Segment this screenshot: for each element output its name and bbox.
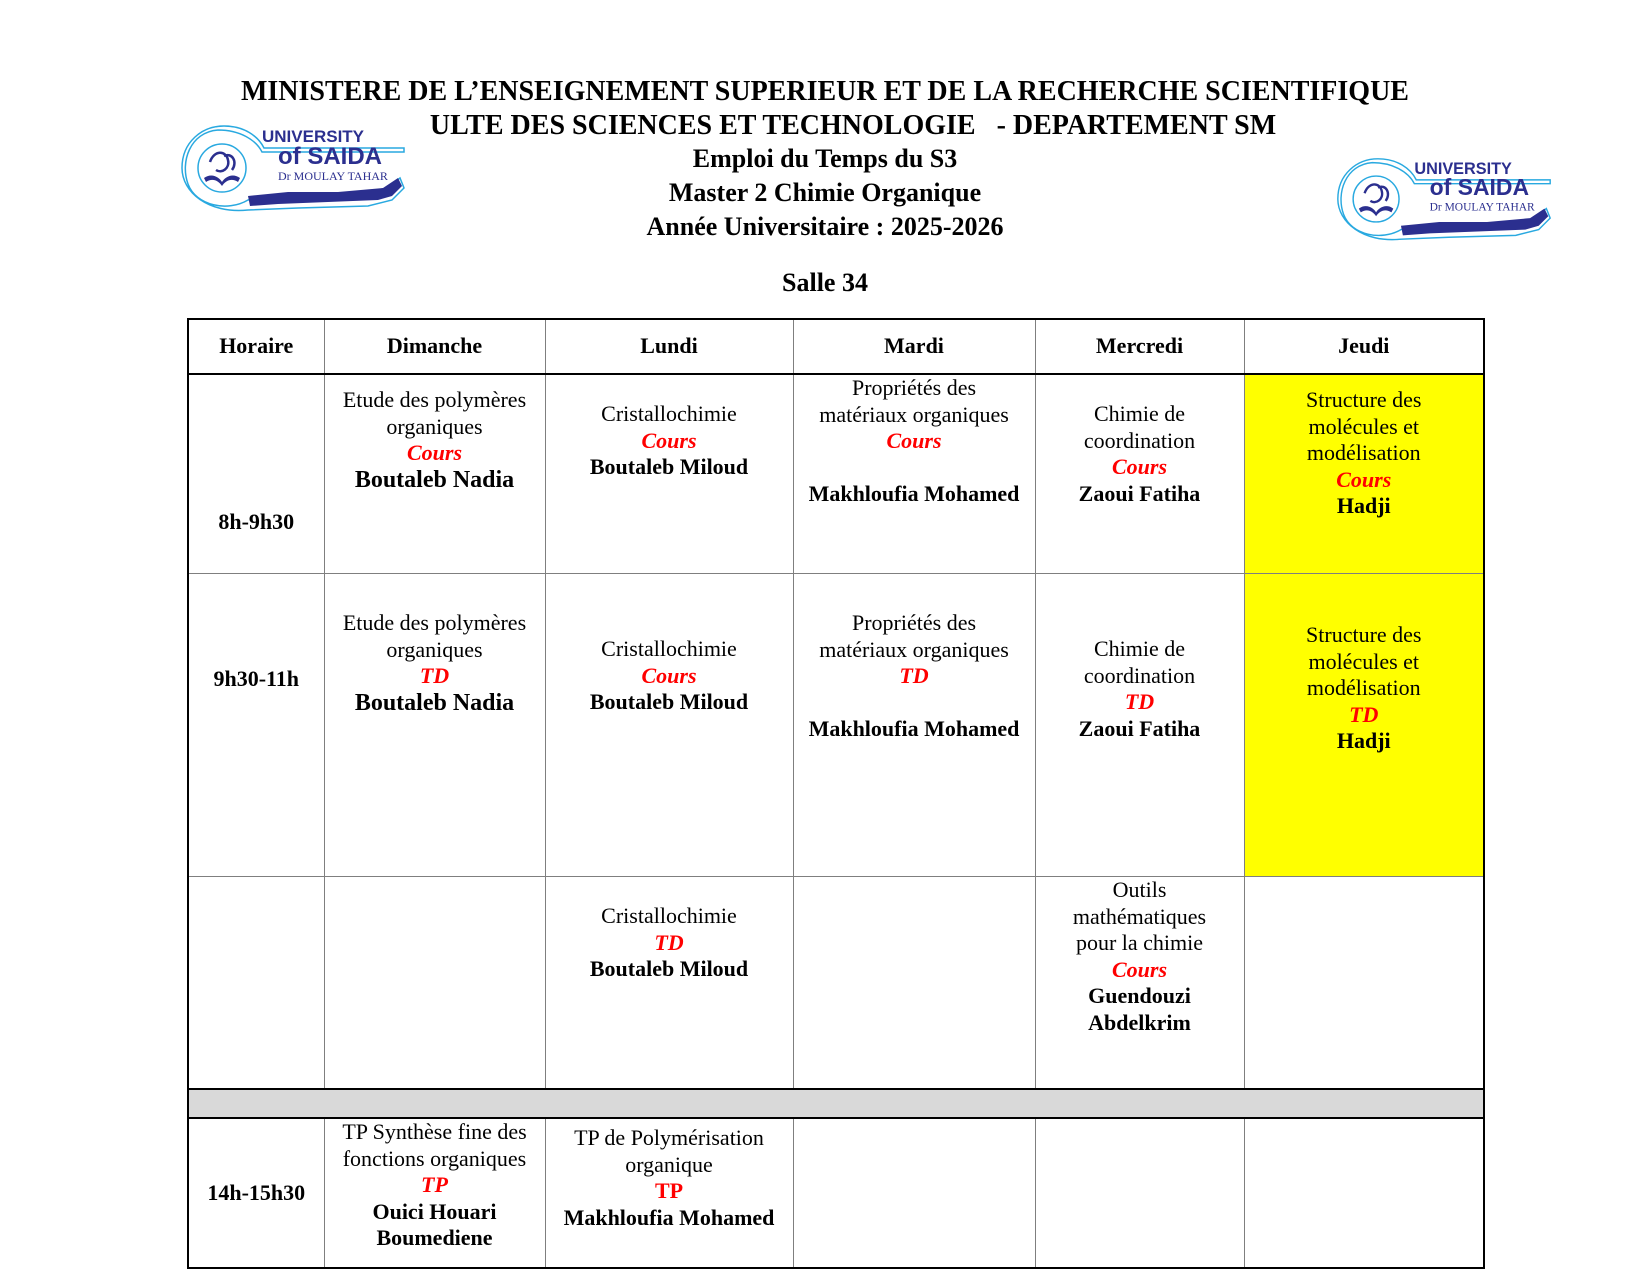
subject: Chimie de <box>1093 636 1186 661</box>
empty-cell <box>324 877 545 1090</box>
ministry-title: MINISTERE DE L’ENSEIGNEMENT SUPERIEUR ET DE LA RECHERCHE SCIENTIFIQUE <box>240 76 1409 107</box>
subject: Outils <box>1112 877 1167 902</box>
teacher: Makhloufia Mohamed <box>563 1204 775 1230</box>
session-cell <box>545 877 793 1090</box>
empty-cell <box>1244 877 1484 1090</box>
col-header-mercredi: Mercredi <box>1035 319 1244 374</box>
subject: Structure des <box>1306 622 1422 647</box>
logo-text-founder: Dr MOULAY TAHAR <box>278 169 388 183</box>
teacher: Boutaleb Nadia <box>354 689 515 716</box>
table-row <box>188 1118 1484 1268</box>
subject: Propriétés des <box>851 375 977 400</box>
subject: TP de Polymérisation <box>574 1125 764 1150</box>
session-type: TP <box>654 1178 684 1203</box>
subject: Cristallochimie <box>601 636 737 661</box>
logo-text-university: UNIVERSITY <box>1414 160 1512 179</box>
university-logo-right <box>1333 155 1555 243</box>
subject: Etude des polymères <box>342 387 527 412</box>
subject: organique <box>625 1151 713 1177</box>
subject: modélisation <box>1306 675 1421 700</box>
teacher: Boutaleb Nadia <box>354 466 515 493</box>
session-cell <box>793 574 1035 877</box>
teacher: Boutaleb Miloud <box>589 454 749 479</box>
subject: Chimie de <box>1093 401 1186 426</box>
session-cell <box>1035 877 1244 1090</box>
academic-year: Année Universitaire : 2025-2026 <box>646 212 1004 241</box>
time-slot <box>188 877 324 1090</box>
teacher: Hadji <box>1336 728 1391 753</box>
subject: matériaux organiques <box>819 401 1009 427</box>
teacher: Guendouzi <box>1088 983 1191 1008</box>
subject: modélisation <box>1306 440 1421 465</box>
subject: molécules et <box>1308 648 1420 674</box>
teacher: Boutaleb Miloud <box>589 956 749 981</box>
teacher: Abdelkrim <box>1088 1009 1191 1035</box>
session-cell <box>324 574 545 877</box>
session-type: TP <box>421 1172 448 1197</box>
university-logo-left <box>178 122 408 214</box>
subject: coordination <box>1083 427 1196 453</box>
session-type: TD <box>1124 689 1155 714</box>
subject: organiques <box>386 413 483 439</box>
table-row <box>188 574 1484 877</box>
logo-text-saida: of SAIDA <box>278 143 382 170</box>
teacher: Makhloufia Mohamed <box>808 480 1020 506</box>
session-type: Cours <box>1336 466 1392 492</box>
session-type: Cours <box>641 427 697 453</box>
subject: molécules et <box>1308 413 1420 439</box>
session-type: Cours <box>1111 956 1168 982</box>
col-header-dimanche: Dimanche <box>324 319 545 374</box>
teacher: Hadji <box>1336 493 1391 518</box>
subject: coordination <box>1083 662 1196 688</box>
session-type: Cours <box>886 428 942 453</box>
session-cell <box>545 1118 793 1268</box>
session-cell <box>793 374 1035 574</box>
subject: pour la chimie <box>1075 930 1204 955</box>
session-cell <box>324 374 545 574</box>
table-row <box>188 877 1484 1090</box>
col-header-mardi: Mardi <box>793 319 1035 374</box>
teacher: Boumediene <box>376 1225 493 1250</box>
faculty-department-title: ULTE DES SCIENCES ET TECHNOLOGIE - DEPARTEMENT SM <box>429 110 1277 141</box>
logo-text-saida: of SAIDA <box>1429 174 1530 201</box>
session-type: TD <box>1349 701 1379 727</box>
session-type: Cours <box>406 440 463 465</box>
session-cell <box>1035 374 1244 574</box>
empty-cell <box>793 1118 1035 1268</box>
teacher: Boutaleb Miloud <box>589 689 749 714</box>
schedule-title: Emploi du Temps du S3 <box>692 144 958 173</box>
logo-text-founder: Dr MOULAY TAHAR <box>1429 201 1535 214</box>
session-cell <box>545 574 793 877</box>
time-slot: 8h-9h30 <box>188 374 324 574</box>
time-slot: 9h30-11h <box>188 574 324 877</box>
program-title: Master 2 Chimie Organique <box>668 178 982 207</box>
subject: Structure des <box>1306 387 1422 412</box>
teacher: Zaoui Fatiha <box>1078 480 1201 506</box>
subject: Etude des polymères <box>342 610 527 635</box>
subject: fonctions organiques <box>342 1145 527 1171</box>
empty-cell <box>1035 1118 1244 1268</box>
teacher: Ouici Houari <box>372 1198 497 1224</box>
subject: Propriétés des <box>851 610 977 635</box>
session-cell <box>1035 574 1244 877</box>
empty-cell <box>1244 1118 1484 1268</box>
time-slot: 14h-15h30 <box>188 1118 324 1268</box>
table-header-row <box>188 319 1484 374</box>
table-row <box>188 374 1484 574</box>
col-header-horaire: Horaire <box>188 319 324 374</box>
timetable <box>187 318 1485 1269</box>
session-type: TD <box>419 663 450 688</box>
session-type: TD <box>654 929 684 955</box>
subject: mathématiques <box>1072 903 1207 929</box>
subject: matériaux organiques <box>819 636 1009 662</box>
subject: organiques <box>386 636 483 662</box>
session-cell <box>545 374 793 574</box>
teacher: Makhloufia Mohamed <box>808 715 1020 741</box>
empty-cell <box>793 877 1035 1090</box>
subject: Cristallochimie <box>601 401 737 426</box>
session-cell-highlighted <box>1244 574 1484 877</box>
teacher: Zaoui Fatiha <box>1078 715 1201 741</box>
room-label: Salle 34 <box>782 268 868 297</box>
session-type: TD <box>899 663 929 688</box>
session-type: Cours <box>1111 454 1168 479</box>
session-cell-highlighted <box>1244 374 1484 574</box>
subject: Cristallochimie <box>601 903 737 928</box>
subject: TP Synthèse fine des <box>342 1119 527 1144</box>
session-cell <box>324 1118 545 1268</box>
col-header-jeudi: Jeudi <box>1244 319 1484 374</box>
logo-text-university: UNIVERSITY <box>262 127 365 146</box>
session-type: Cours <box>641 662 697 688</box>
lunch-break-separator <box>188 1089 1484 1118</box>
col-header-lundi: Lundi <box>545 319 793 374</box>
